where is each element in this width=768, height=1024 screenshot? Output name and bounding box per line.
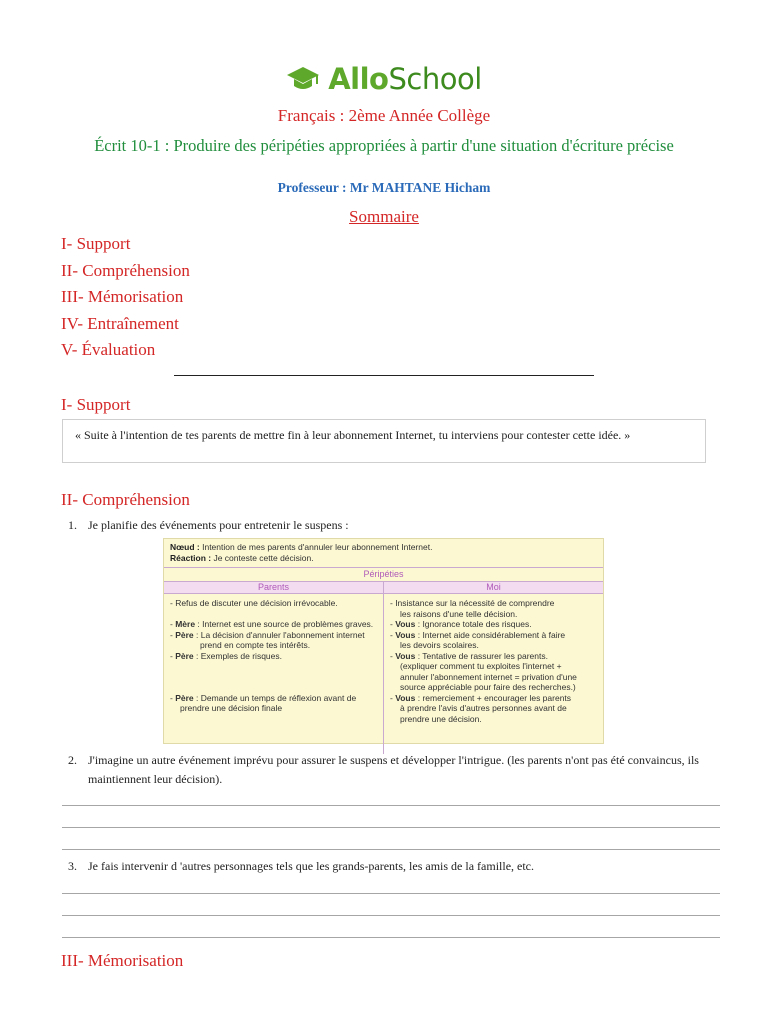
graduation-cap-icon bbox=[286, 64, 320, 94]
peripeties-table bbox=[163, 538, 604, 744]
moi-column bbox=[384, 594, 603, 754]
answer-line[interactable] bbox=[62, 893, 720, 894]
question-2 bbox=[68, 751, 718, 789]
question-number: 1. bbox=[68, 518, 77, 532]
moi-line: à prendre l'avis d'autres personnes avant de bbox=[400, 703, 567, 713]
noeud-text: Intention de mes parents d'annuler leur abonnement Internet. bbox=[199, 542, 433, 552]
moi-line: - Insistance sur la nécessité de comprendre bbox=[390, 598, 555, 608]
parents-line: - Père : Demande un temps de réflexion avant de bbox=[170, 692, 357, 703]
parents-line: - Mère : Internet est une source de problèmes graves. bbox=[170, 619, 374, 629]
summary-item-entrainement[interactable]: IV- Entraînement bbox=[61, 313, 179, 333]
reaction-text: Je conteste cette décision. bbox=[211, 553, 314, 563]
question-text: Je planifie des événements pour entretenir le suspens : bbox=[88, 518, 349, 532]
alloschool-logo bbox=[0, 62, 768, 96]
table-columns bbox=[164, 582, 603, 594]
question-3 bbox=[68, 857, 718, 876]
parents-line: - Refus de discuter une décision irrévocable. bbox=[170, 598, 338, 608]
moi-line: prendre une décision. bbox=[400, 713, 482, 724]
parents-line: prendre une décision finale bbox=[180, 703, 283, 713]
column-moi: Moi bbox=[384, 582, 603, 593]
answer-line[interactable] bbox=[62, 915, 720, 916]
moi-line: les raisons d'une telle décision. bbox=[400, 608, 518, 619]
table-band: Péripéties bbox=[164, 568, 603, 582]
answer-line[interactable] bbox=[62, 827, 720, 828]
summary-item-evaluation[interactable]: V- Évaluation bbox=[61, 340, 156, 360]
question-1 bbox=[68, 516, 718, 535]
question-number: 2. bbox=[68, 753, 77, 767]
logo-text-allo: Allo bbox=[328, 62, 389, 96]
summary-item-memorisation[interactable]: III- Mémorisation bbox=[61, 287, 184, 307]
summary-list bbox=[61, 232, 190, 365]
table-body bbox=[164, 594, 603, 754]
noeud-label: Nœud : bbox=[170, 542, 200, 552]
subject-title: Français : 2ème Année Collège bbox=[277, 106, 491, 125]
lesson-title: Écrit 10-1 : Produire des péripéties appropriées à partir d'une situation d'écriture précise bbox=[94, 136, 674, 155]
answer-line[interactable] bbox=[62, 937, 720, 938]
moi-line: - Vous : Ignorance totale des risques. bbox=[390, 619, 532, 629]
parents-line: prend en compte tes intérêts. bbox=[200, 640, 311, 650]
moi-line: - Vous : Tentative de rassurer les parents. bbox=[390, 650, 548, 661]
table-header bbox=[164, 539, 603, 568]
question-text: Je fais intervenir d 'autres personnages tels que les grands-parents, les amis de la famille, etc. bbox=[88, 859, 535, 873]
parents-column bbox=[164, 594, 384, 754]
answer-line[interactable] bbox=[62, 805, 720, 806]
parents-line: - Père : Exemples de risques. bbox=[170, 650, 282, 661]
moi-line: annuler l'abonnement internet = privation d'une bbox=[400, 671, 577, 682]
section-comprehension-title: II- Compréhension bbox=[61, 490, 190, 509]
reaction-label: Réaction : bbox=[170, 553, 212, 563]
summary-item-comprehension[interactable]: II- Compréhension bbox=[61, 260, 190, 280]
question-text: J'imagine un autre événement imprévu pour assurer le suspens et développer l'intrigue. (les parents n'ont pas été convaincus, ils maintiennent leur décision). bbox=[88, 753, 699, 786]
summary-item-support[interactable]: I- Support bbox=[61, 234, 131, 253]
moi-line: (expliquer comment tu exploites l'internet + bbox=[400, 661, 562, 671]
section-support-title: I- Support bbox=[61, 395, 131, 414]
moi-line: source appréciable pour faire des recherches.) bbox=[400, 682, 576, 692]
moi-line: - Vous : remerciement + encourager les parents bbox=[390, 692, 572, 703]
divider bbox=[174, 375, 594, 376]
support-box: « Suite à l'intention de tes parents de mettre fin à leur abonnement Internet, tu interviens pour contester cette idée. » bbox=[62, 419, 706, 463]
moi-line: - Vous : Internet aide considérablement à faire bbox=[390, 629, 566, 640]
question-number: 3. bbox=[68, 859, 77, 873]
answer-line[interactable] bbox=[62, 849, 720, 850]
logo-text-school: School bbox=[388, 62, 482, 96]
parents-line: - Père : La décision d'annuler l'abonnement internet bbox=[170, 629, 365, 640]
column-parents: Parents bbox=[164, 582, 384, 593]
teacher-name: Professeur : Mr MAHTANE Hicham bbox=[277, 180, 491, 195]
section-memorisation-title: III- Mémorisation bbox=[61, 951, 184, 970]
summary-title: Sommaire bbox=[349, 207, 419, 226]
moi-line: les devoirs scolaires. bbox=[400, 640, 479, 650]
